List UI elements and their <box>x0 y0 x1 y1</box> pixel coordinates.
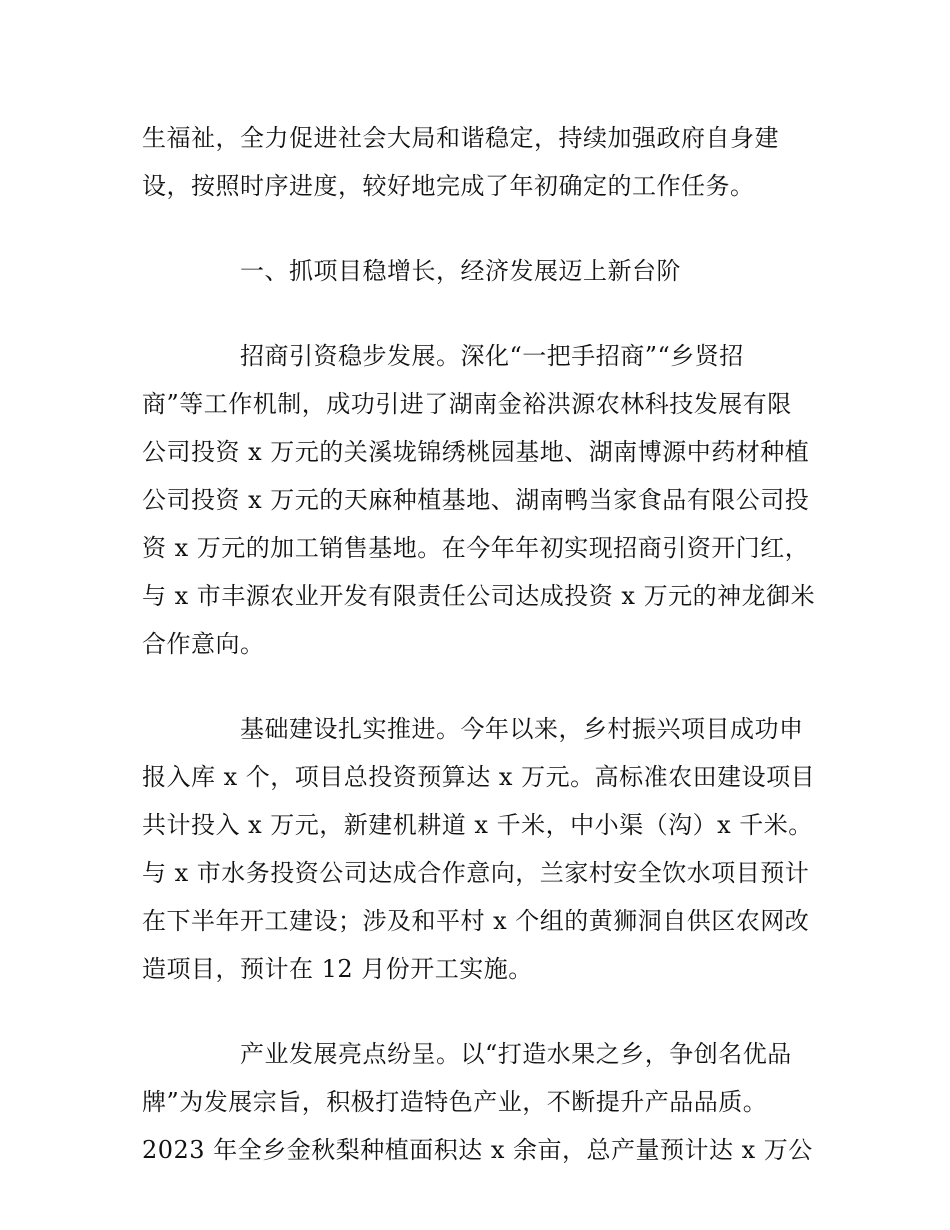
text-line: 资 x 万元的加工销售基地。在今年年初实现招商引资开门红， <box>142 534 810 562</box>
text-line: 合作意向。 <box>142 630 265 658</box>
section-heading: 一、抓项目稳增长，经济发展迈上新台阶 <box>240 257 681 285</box>
text-line: 造项目，预计在 12 月份开工实施。 <box>142 955 533 983</box>
text-line: 在下半年开工建设；涉及和平村 x 个组的黄狮洞自供区农网改 <box>142 907 810 935</box>
text-line: 生福祉，全力促进社会大局和谐稳定，持续加强政府自身建 <box>142 124 779 152</box>
text-line: 商”等工作机制，成功引进了湖南金裕洪源农林科技发展有限 <box>142 390 792 418</box>
text-line: 基础建设扎实推进。今年以来，乡村振兴项目成功申 <box>240 715 804 743</box>
text-line: 牌”为发展宗旨，积极打造特色产业，不断提升产品品质。 <box>142 1088 768 1116</box>
text-line: 设，按照时序进度，较好地完成了年初确定的工作任务。 <box>142 172 755 200</box>
text-line: 报入库 x 个，项目总投资预算达 x 万元。高标准农田建设项目 <box>142 763 816 791</box>
text-line: 公司投资 x 万元的关溪垅锦绣桃园基地、湖南博源中药材种植 <box>142 438 810 466</box>
text-line: 共计投入 x 万元，新建机耕道 x 千米，中小渠（沟）x 千米。 <box>142 811 813 839</box>
text-line: 与 x 市丰源农业开发有限责任公司达成投资 x 万元的神龙御米 <box>142 582 816 610</box>
text-line: 2023 年全乡金秋梨种植面积达 x 余亩，总产量预计达 x 万公 <box>142 1136 813 1164</box>
text-line: 招商引资稳步发展。深化“一把手招商”“乡贤招 <box>240 342 744 370</box>
text-line: 与 x 市水务投资公司达成合作意向，兰家村安全饮水项目预计 <box>142 859 810 887</box>
text-line: 公司投资 x 万元的天麻种植基地、湖南鸭当家食品有限公司投 <box>142 486 810 514</box>
text-line: 产业发展亮点纷呈。以“打造水果之乡，争创名优品 <box>240 1040 792 1068</box>
